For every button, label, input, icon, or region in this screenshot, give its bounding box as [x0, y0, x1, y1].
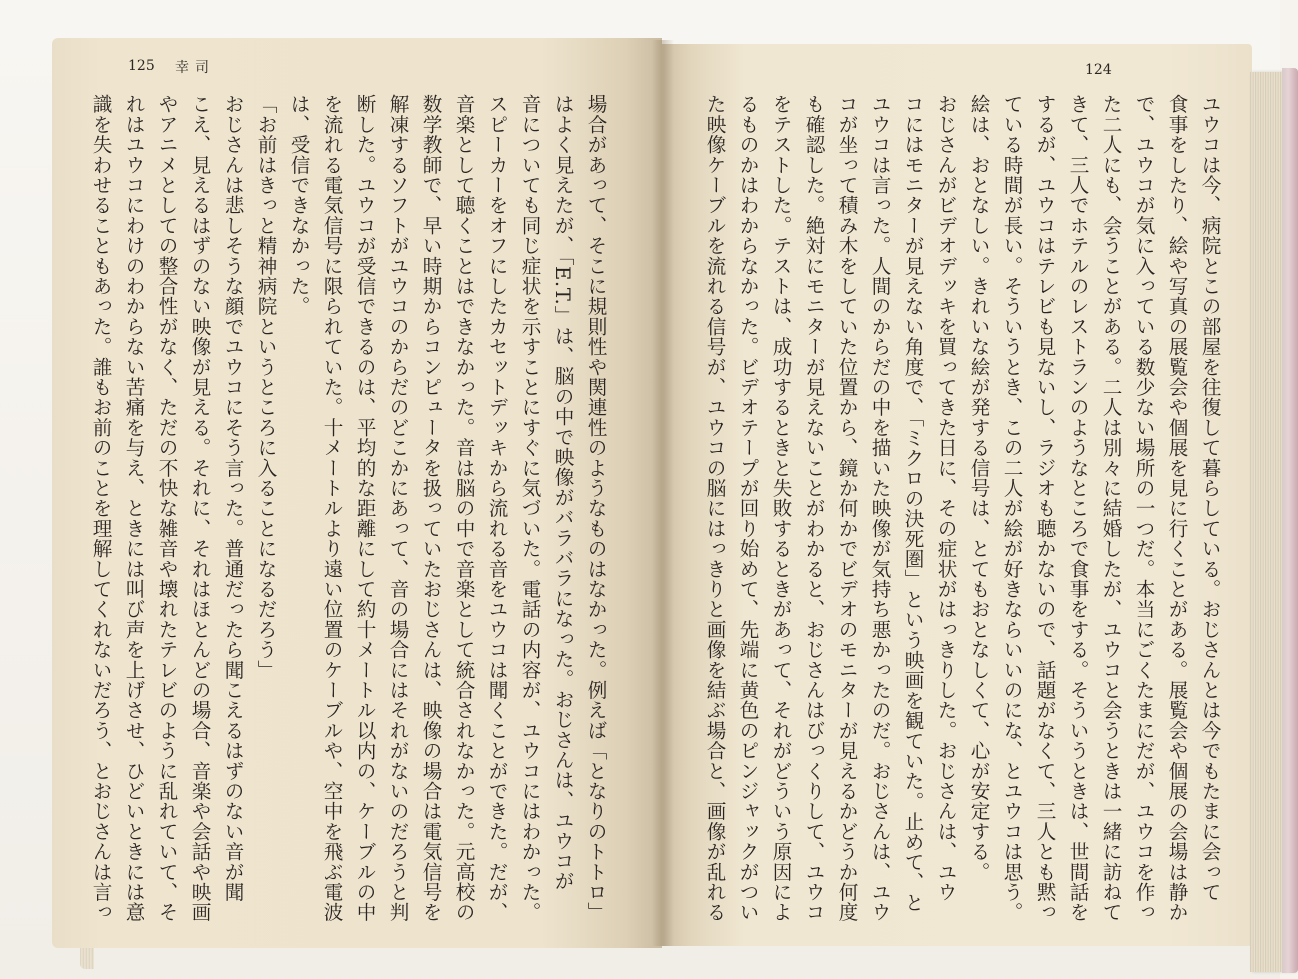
text-column: 音についても同じ症状を示すことにすぐに気づいた。電話の内容が、ユウコにはわかった。 — [518, 94, 541, 923]
text-column: 音楽として聴くことはできなかった。音は脳の中で音楽として統合されなかった。元高校の — [452, 94, 475, 923]
text-column: も確認した。絶対にモニターが見えないことがわかると、おじさんはびっくりして、ユウコ — [802, 94, 825, 923]
text-column: 解凍するソフトがユウコのからだのどこかにあって、音の場合にはそれがないのだろうと判 — [386, 94, 409, 923]
back-cover-edge — [1282, 68, 1298, 973]
text-column: コにはモニターが見えない角度で、「ミクロの決死圏」という映画を観ていた。止めて、と — [901, 94, 924, 913]
text-column: 「お前はきっと精神病院というところに入ることになるだろう」 — [254, 94, 277, 680]
text-column: ユウコは言った。人間のからだの中を描いた映像が気持ち悪かったのだ。おじさんは、ユウ — [868, 94, 891, 923]
text-column: るものかはわからなかった。ビデオテープが回り始めて、先端に黄色のピンジャックがつい — [736, 94, 759, 923]
left-page-number: 125 — [128, 58, 155, 74]
text-column: こえ、見えるはずのない映像が見える。それに、それはほとんどの場合、音楽や会話や映画 — [188, 94, 211, 923]
text-column: 場合があって、そこに規則性や関連性のようなものはなかった。例えば「となりのトトロ」 — [584, 94, 607, 923]
text-column: するが、ユウコはテレビも見ないし、ラジオも聴かないので、話題がなくて、三人とも黙っ — [1033, 94, 1056, 923]
right-page-number: 124 — [1085, 62, 1112, 78]
book-gutter — [652, 40, 674, 946]
text-column: おじさんがビデオデッキを買ってきた日に、その症状がはっきりした。おじさんは、ユウ — [934, 94, 957, 902]
text-column: ユウコは今、病院とこの部屋を往復して暮らしている。おじさんとは今でもたまに会って — [1198, 94, 1221, 902]
text-column: をテストした。テストは、成功するときと失敗するときがあって、それがどういう原因によ — [769, 94, 792, 923]
text-column: を流れる電気信号に限られていた。十メートルより遠い位置のケーブルや、空中を飛ぶ電波 — [320, 94, 343, 923]
text-column: 数学教師で、早い時期からコンピュータを扱っていたおじさんは、映像の場合は電気信号を — [419, 94, 442, 923]
text-column: おじさんは悲しそうな顔でユウコにそう言った。普通だったら聞こえるはずのない音が聞 — [221, 94, 244, 902]
left-page-text — [89, 94, 612, 923]
text-column: ている時間が長い。そういうとき、この二人が絵が好きならいいのにな、とユウコは思う。 — [1000, 94, 1023, 923]
text-column: は、受信できなかった。 — [287, 94, 310, 317]
text-column: 識を失わせることもあった。誰もお前のことを理解してくれないだろう、とおじさんは言っ — [89, 94, 112, 923]
text-column: 断した。ユウコが受信できるのは、平均的な距離にして約十メートル以内の、ケーブルの中 — [353, 94, 376, 923]
text-column: スピーカーをオフにしたカセットデッキから流れる音をユウコは聞くことができた。だが、 — [485, 94, 508, 923]
text-column: 絵は、おとなしい。きれいな絵が発する信号は、とてもおとなしくて、心が安定する。 — [967, 94, 990, 882]
text-column: はよく見えたが、「E.T.」は、脳の中で映像がバラバラになった。おじさんは、ユウコが — [551, 94, 574, 892]
text-column: た二人にも、会うことがある。二人は別々に結婚したが、ユウコと会うときは一緒に訪ねて — [1099, 94, 1122, 923]
left-running-title: 幸司 — [175, 60, 215, 76]
text-column: れはユウコにわけのわからない苦痛を与え、ときには叫び声を上げさせ、ひどいときには意 — [122, 94, 145, 923]
text-column: で、ユウコが気に入っている数少ない場所の一つだ。本当にごくたまにだが、ユウコを作っ — [1132, 94, 1155, 923]
right-page-text — [703, 94, 1226, 923]
text-column: やアニメとしての整合性がなく、ただの不快な雑音や壊れたテレビのように乱れていて、そ — [155, 94, 178, 923]
text-column: た映像ケーブルを流れる信号が、ユウコの脳にはっきりと画像を結ぶ場合と、画像が乱れる — [703, 94, 726, 923]
text-column: 食事をしたり、絵や写真の展覧会や個展を見に行くことがある。展覧会や個展の会場は静か — [1165, 94, 1188, 923]
text-column: コが坐って積み木をしていた位置から、鏡か何かでビデオのモニターが見えるかどうか何度 — [835, 94, 858, 923]
text-column: きて、三人でホテルのレストランのようなところで食事をする。そういうときは、世間話を — [1066, 94, 1089, 923]
